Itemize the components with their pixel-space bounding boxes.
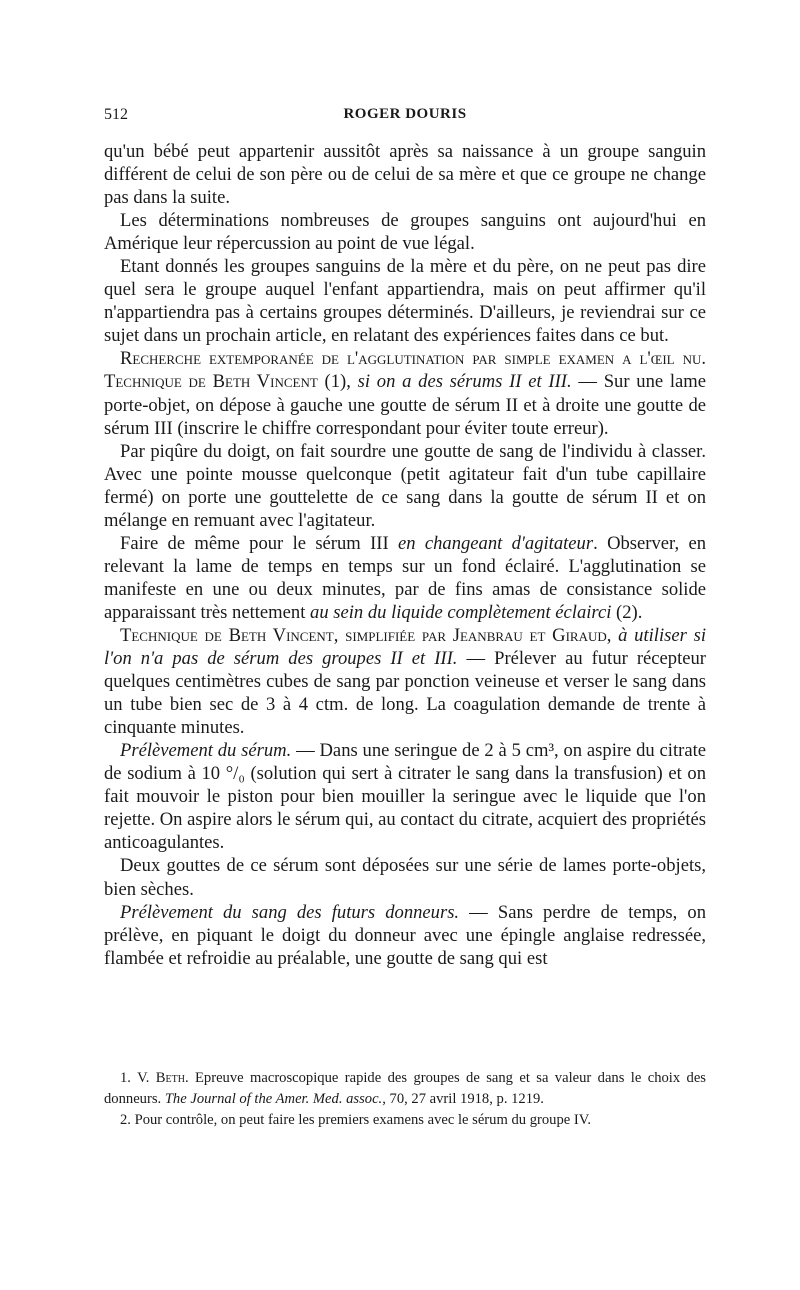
footnote-author: Beth: [155, 1070, 185, 1086]
paragraph-10: Prélèvement du sang des futurs donneurs. — Sans perdre de temps, on prélève, en piquant le doigt du donneur avec une épingle anglaise redressée, flambée et refroidie au préalable, une goutte de sang qui est: [104, 901, 706, 969]
section-heading-rapid-test: Recherche extemporanée de l'agglutination par simple examen a l'œil nu. Technique de Beth Vincent: [104, 348, 706, 393]
paragraph-7: Technique de Beth Vincent, simplifiée par Jeanbrau et Giraud, à utiliser si l'on n'a pas de sérum des groupes II et III. — Prélever au futur récepteur quelques centimètres cubes de sang par ponction veineuse et verser le sang dans un tube bien sec de 3 à 4 ctm. de long. La coagulation demande de trente à cinquante minutes.: [104, 624, 706, 739]
journal-title: The Journal of the Amer. Med. assoc.: [164, 1091, 383, 1107]
paragraph-9: Deux gouttes de ce sérum sont déposées sur une série de lames porte-objets, bien sèches.: [104, 855, 706, 900]
footnote-ref-2: (2).: [611, 601, 643, 623]
section-subtitle: si on a des sérums II et III.: [357, 371, 572, 393]
paragraph-3: Etant donnés les groupes sanguins de la mère et du père, on ne peut pas dire quel sera le groupe auquel l'enfant appartiendra, mais on peut affirmer qu'il n'appartiendra pas à certains groupes déterminés. D'ailleurs, je reviendrai sur ce sujet dans un prochain article, en relatant des expériences faites dans ce but.: [104, 256, 706, 347]
paragraph-4: [104, 347, 706, 439]
footnote-2: 2. Pour contrôle, on peut faire les premiers examens avec le sérum du groupe IV.: [120, 1112, 592, 1128]
emphasis-eclairci: au sein du liquide complètement éclairci: [310, 601, 612, 623]
paragraph-5: Par piqûre du doigt, on fait sourdre une goutte de sang de l'individu à classer. Avec une pointe mousse quelconque (petit agitateur fait d'un tube capillaire fermé) on porte une gouttelette de ce sang dans la goutte de sérum II et on mélange en remuant avec l'agitateur.: [104, 440, 706, 531]
paragraph-8: Prélèvement du sérum. — Dans une seringue de 2 à 5 cm³, on aspire du citrate de sodium à 10 °/₀ (solution qui sert à citrater le sang dans la transfusion) et on fait mouvoir le piston pour bien mouiller la seringue avec le liquide que l'on rejette. On aspire alors le sérum qui, au contact du citrate, acquiert des propriétés anticoagulantes.: [104, 740, 706, 854]
page-number: 512: [104, 106, 128, 123]
section-subtitle-2: à utiliser si l'on n'a pas de sérum des groupes II et III.: [104, 624, 706, 670]
page-header: [104, 106, 706, 130]
paragraph-6: Faire de même pour le sérum III en changeant d'agitateur. Observer, en relevant la lame de temps en temps sur un fond éclairé. L'agglutination se manifeste en une ou deux minutes, par de fins amas de consistance solide apparaissant très nettement au sein du liquide complètement éclairci (2).: [104, 532, 706, 623]
subheading-donneurs: Prélèvement du sang des futurs donneurs.: [120, 901, 460, 923]
footnotes: [104, 1068, 706, 1131]
body-text: [104, 140, 706, 970]
paragraph-1: qu'un bébé peut appartenir aussitôt après sa naissance à un groupe sanguin différent de celui de son père ou de celui de sa mère et que ce groupe ne change pas dans la suite.: [104, 141, 706, 209]
section-heading-simplified: Technique de Beth Vincent, simplifiée par Jeanbrau et Giraud,: [120, 624, 612, 646]
footnote-ref-1: (1): [324, 371, 347, 393]
separator: ,: [346, 371, 358, 393]
footnote-1: 1. V. Beth. Epreuve macroscopique rapide des groupes de sang et sa valeur dans le choix des donneurs. The Journal of the Amer. Med. assoc., 70, 27 avril 1918, p. 1219.: [104, 1070, 706, 1107]
running-title: ROGER DOURIS: [343, 106, 467, 122]
subheading-serum: Prélèvement du sérum.: [120, 740, 292, 762]
paragraph-4-text: — Sur une lame porte-objet, on dépose à gauche une goutte de sérum II et à droite une goutte de sérum III (inscrire le chiffre correspondant pour éviter toute erreur).: [104, 371, 707, 439]
emphasis-agitateur: en changeant d'agitateur: [397, 532, 594, 554]
paragraph-2: Les déterminations nombreuses de groupes sanguins ont aujourd'hui en Amérique leur répercussion au point de vue légal.: [104, 210, 706, 255]
